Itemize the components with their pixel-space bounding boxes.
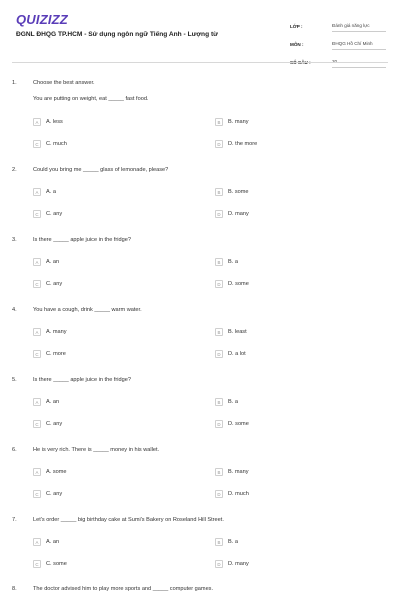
question-number: 3. [12, 237, 17, 243]
option-key-box: C [33, 560, 41, 568]
option-key-box: C [33, 350, 41, 358]
option-c[interactable] [33, 489, 62, 499]
option-key-box: C [33, 420, 41, 428]
option-key-box: B [215, 118, 223, 126]
option-text: D. much [228, 491, 249, 497]
option-text: A. many [46, 329, 67, 335]
option-text: C. any [46, 281, 63, 287]
option-b[interactable] [215, 537, 238, 547]
meta-value: ĐHQG Hồ Chí Minh [332, 41, 386, 50]
option-b[interactable] [215, 117, 249, 127]
option-key-box: B [215, 538, 223, 546]
meta-panel [290, 14, 386, 68]
option-text: A. less [46, 119, 63, 125]
option-text: C. some [46, 561, 67, 567]
question-number: 5. [12, 377, 17, 383]
option-text: A. an [46, 539, 60, 545]
option-c[interactable] [33, 419, 62, 429]
meta-label: LỚP : [290, 24, 303, 29]
option-key-box: D [215, 420, 223, 428]
option-text: C. any [46, 211, 63, 217]
option-text: B. least [228, 329, 247, 335]
option-key-box: B [215, 328, 223, 336]
option-text: A. an [46, 399, 60, 405]
meta-row-count [290, 50, 386, 68]
option-text: B. a [228, 259, 238, 265]
option-a[interactable] [33, 327, 67, 337]
question-number: 2. [12, 167, 17, 173]
question-text: You have a cough, drink _____ warm water. [33, 307, 142, 313]
question-text: Could you bring me _____ glass of lemonade, please? [33, 167, 169, 173]
option-key-box: D [215, 490, 223, 498]
option-key-box: A [33, 398, 41, 406]
option-a[interactable] [33, 537, 59, 547]
question-text: Is there _____ apple juice in the fridge? [33, 237, 131, 243]
option-text: D. many [228, 211, 249, 217]
option-a[interactable] [33, 467, 67, 477]
option-b[interactable] [215, 257, 238, 267]
option-text: B. a [228, 539, 238, 545]
option-d[interactable] [215, 419, 249, 429]
option-text: A. an [46, 259, 60, 265]
option-text: D. many [228, 561, 249, 567]
option-key-box: A [33, 468, 41, 476]
option-b[interactable] [215, 397, 238, 407]
option-c[interactable] [33, 279, 62, 289]
header-divider [12, 62, 388, 63]
option-text: D. the more [228, 141, 258, 147]
option-d[interactable] [215, 559, 249, 569]
option-b[interactable] [215, 467, 249, 477]
option-a[interactable] [33, 397, 59, 407]
option-c[interactable] [33, 139, 67, 149]
question-text: Choose the best answer. [33, 80, 95, 86]
option-key-box: B [215, 398, 223, 406]
option-key-box: B [215, 188, 223, 196]
option-a[interactable] [33, 257, 59, 267]
option-c[interactable] [33, 349, 66, 359]
option-d[interactable] [215, 139, 257, 149]
option-key-box: C [33, 280, 41, 288]
option-key-box: D [215, 350, 223, 358]
option-text: D. some [228, 421, 249, 427]
option-d[interactable] [215, 349, 246, 359]
option-key-box: D [215, 140, 223, 148]
meta-label: MÔN : [290, 42, 304, 47]
meta-row-subject [290, 32, 386, 50]
meta-row-class [290, 14, 386, 32]
question-number: 4. [12, 307, 17, 313]
question-text: He is very rich. There is _____ money in his wallet. [33, 447, 160, 453]
option-text: D. some [228, 281, 249, 287]
question-number: 7. [12, 517, 17, 523]
option-key-box: A [33, 188, 41, 196]
question-number: 6. [12, 447, 17, 453]
option-text: B. many [228, 119, 249, 125]
option-a[interactable] [33, 187, 56, 197]
option-key-box: D [215, 210, 223, 218]
option-text: C. much [46, 141, 67, 147]
option-key-box: C [33, 210, 41, 218]
question-number: 1. [12, 80, 17, 86]
option-b[interactable] [215, 187, 249, 197]
option-text: C. any [46, 421, 63, 427]
option-text: A. some [46, 469, 67, 475]
question-text: Let's order _____ big birthday cake at Sumi's Bakery on Roseland Hill Street. [33, 517, 224, 523]
option-c[interactable] [33, 559, 67, 569]
option-b[interactable] [215, 327, 247, 337]
option-d[interactable] [215, 209, 249, 219]
option-text: B. a [228, 399, 238, 405]
option-key-box: A [33, 328, 41, 336]
option-key-box: A [33, 538, 41, 546]
option-key-box: B [215, 468, 223, 476]
option-text: A. a [46, 189, 56, 195]
meta-label: SỐ CÂU : [290, 60, 311, 65]
option-key-box: C [33, 140, 41, 148]
option-key-box: A [33, 118, 41, 126]
quizizz-logo: QUIZIZZ [16, 12, 68, 27]
question-text: Is there _____ apple juice in the fridge? [33, 377, 131, 383]
meta-value: Đánh giá năng lực [332, 23, 386, 32]
question-number: 8. [12, 586, 17, 592]
meta-value: 20 [332, 59, 386, 68]
option-text: B. some [228, 189, 249, 195]
option-a[interactable] [33, 117, 63, 127]
question-text: The doctor advised him to play more sports and _____ computer games. [33, 586, 214, 592]
option-text: C. any [46, 491, 63, 497]
option-text: B. many [228, 469, 249, 475]
option-text: C. more [46, 351, 66, 357]
option-key-box: D [215, 560, 223, 568]
option-c[interactable] [33, 209, 62, 219]
option-key-box: A [33, 258, 41, 266]
worksheet-title: ĐGNL ĐHQG TP.HCM - Sử dụng ngôn ngữ Tiếng Anh - Lượng từ [16, 31, 218, 38]
option-d[interactable] [215, 489, 249, 499]
question-subtext: You are putting on weight, eat _____ fast food. [33, 96, 149, 102]
option-d[interactable] [215, 279, 249, 289]
option-key-box: D [215, 280, 223, 288]
option-key-box: B [215, 258, 223, 266]
option-text: D. a lot [228, 351, 246, 357]
option-key-box: C [33, 490, 41, 498]
